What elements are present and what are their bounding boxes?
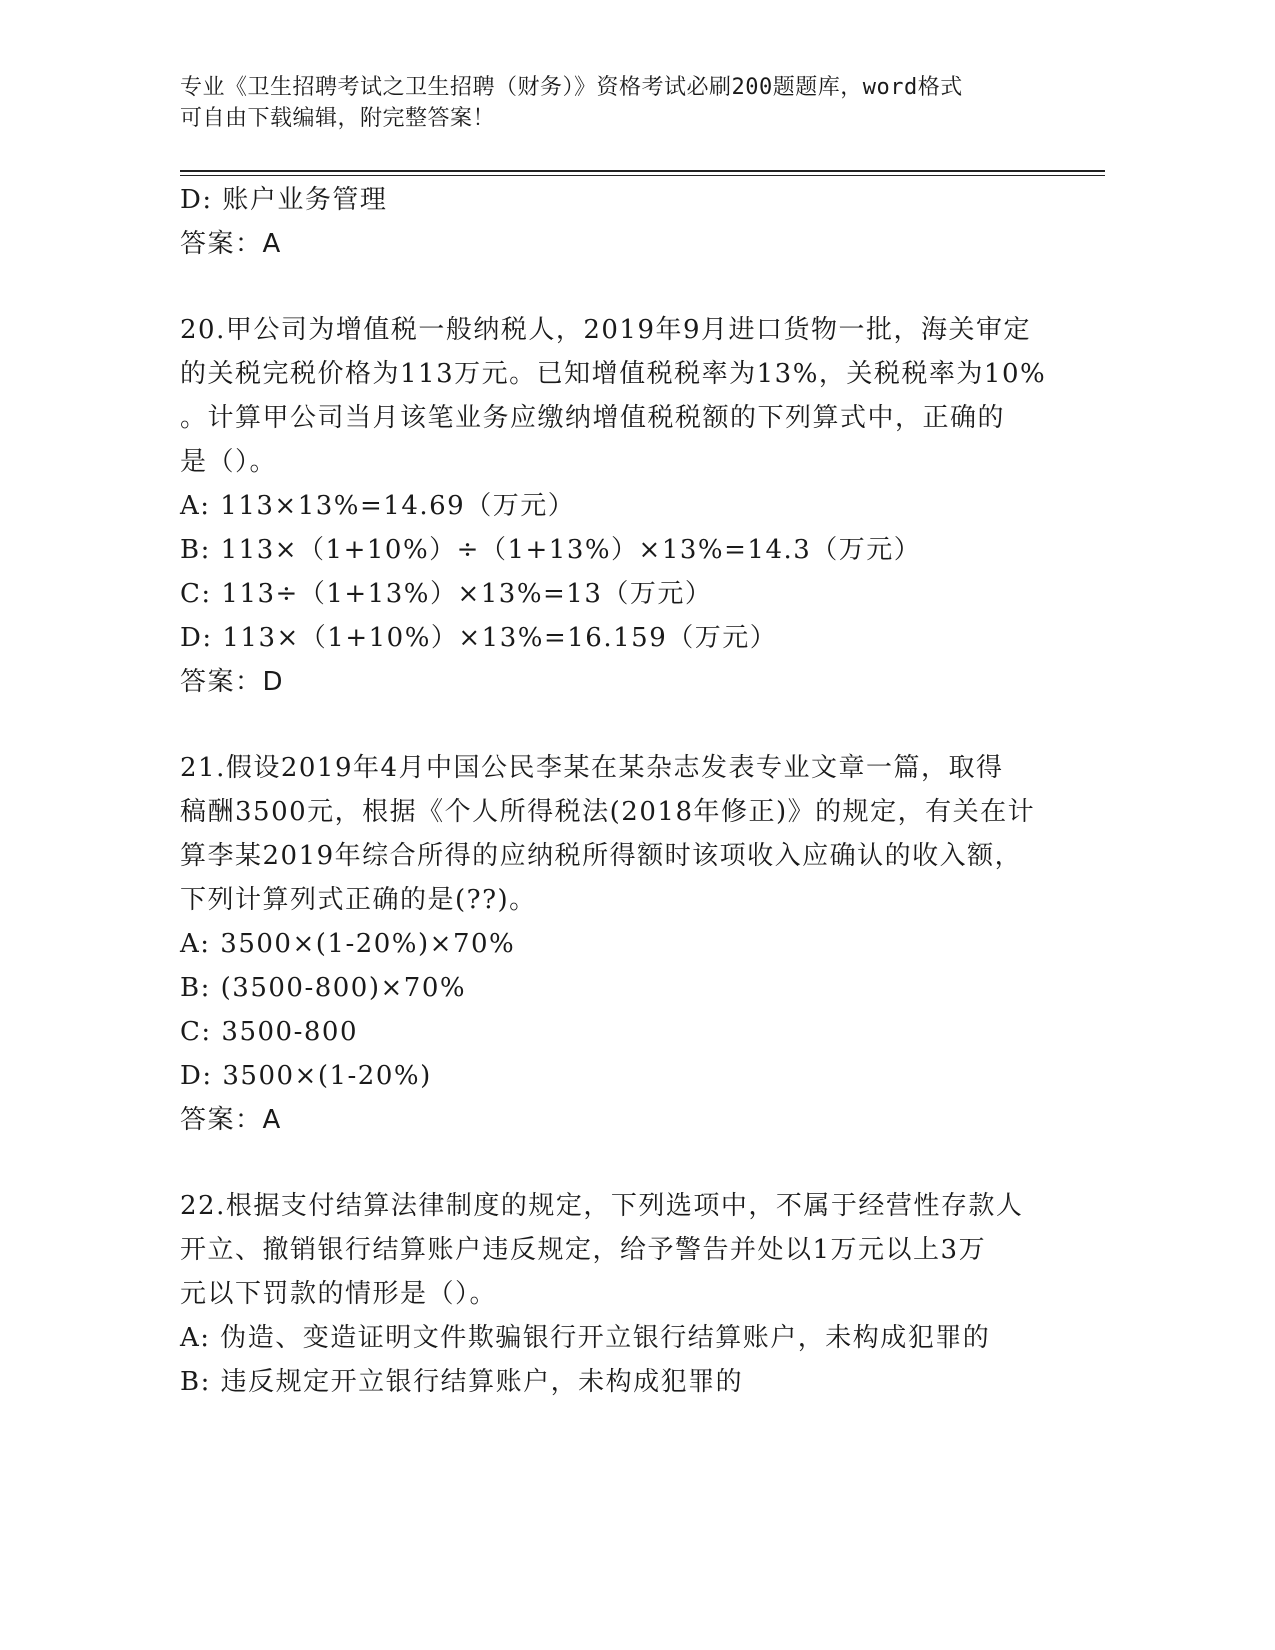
option-d: D: 3500×(1-20%) xyxy=(180,1061,432,1091)
question-text-line: 22.根据支付结算法律制度的规定，下列选项中，不属于经营性存款人 xyxy=(180,1191,1024,1221)
question-text-line: 是（）。 xyxy=(180,447,278,477)
question-text-line: 开立、撤销银行结算账户违反规定，给予警告并处以1万元以上3万 xyxy=(180,1235,987,1265)
document-body xyxy=(180,178,1060,1404)
question-text-line: 20.甲公司为增值税一般纳税人，2019年9月进口货物一批，海关审定 xyxy=(180,315,1032,345)
question-text-line: 稿酬3500元，根据《个人所得税法(2018年修正)》的规定，有关在计 xyxy=(180,797,1036,827)
option-b: B: (3500-800)×70% xyxy=(180,973,467,1003)
option-c: C: 3500-800 xyxy=(180,1017,358,1047)
option-a: A: 3500×(1-20%)×70% xyxy=(180,929,516,959)
answer-line: 答案：A xyxy=(180,229,282,259)
option-c: C: 113÷（1+13%）×13%=13（万元） xyxy=(180,579,713,609)
header-divider-thick xyxy=(180,170,1105,172)
page-header xyxy=(180,72,1060,134)
option-b: B: 违反规定开立银行结算账户，未构成犯罪的 xyxy=(180,1367,744,1397)
question-text-line: 的关税完税价格为113万元。已知增值税税率为13%，关税税率为10% xyxy=(180,359,1047,389)
option-d: D: 113×（1+10%）×13%=16.159（万元） xyxy=(180,623,778,653)
question-text-line: 元以下罚款的情形是（）。 xyxy=(180,1279,498,1309)
question-text-line: 。计算甲公司当月该笔业务应缴纳增值税税额的下列算式中，正确的 xyxy=(180,403,1006,433)
answer-line: 答案：D xyxy=(180,667,285,697)
option-a: A: 113×13%=14.69（万元） xyxy=(180,491,576,521)
option-d: D: 账户业务管理 xyxy=(180,185,388,215)
question-21 xyxy=(180,746,1060,1142)
previous-question-tail xyxy=(180,178,1060,266)
question-text-line: 算李某2019年综合所得的应纳税所得额时该项收入应确认的收入额， xyxy=(180,841,1023,871)
header-line-2: 可自由下载编辑，附完整答案！ xyxy=(180,106,496,131)
question-text-line: 21.假设2019年4月中国公民李某在某杂志发表专业文章一篇，取得 xyxy=(180,753,1004,783)
header-divider-thin xyxy=(180,175,1105,176)
question-text-line: 下列计算列式正确的是(??)。 xyxy=(180,885,537,915)
question-22 xyxy=(180,1184,1060,1404)
header-line-1: 专业《卫生招聘考试之卫生招聘（财务）》资格考试必刷200题题库，word格式 xyxy=(180,75,963,100)
option-b: B: 113×（1+10%）÷（1+13%）×13%=14.3（万元） xyxy=(180,535,922,565)
question-20 xyxy=(180,308,1060,704)
option-a: A: 伪造、变造证明文件欺骗银行开立银行结算账户，未构成犯罪的 xyxy=(180,1323,991,1353)
answer-line: 答案：A xyxy=(180,1105,282,1135)
